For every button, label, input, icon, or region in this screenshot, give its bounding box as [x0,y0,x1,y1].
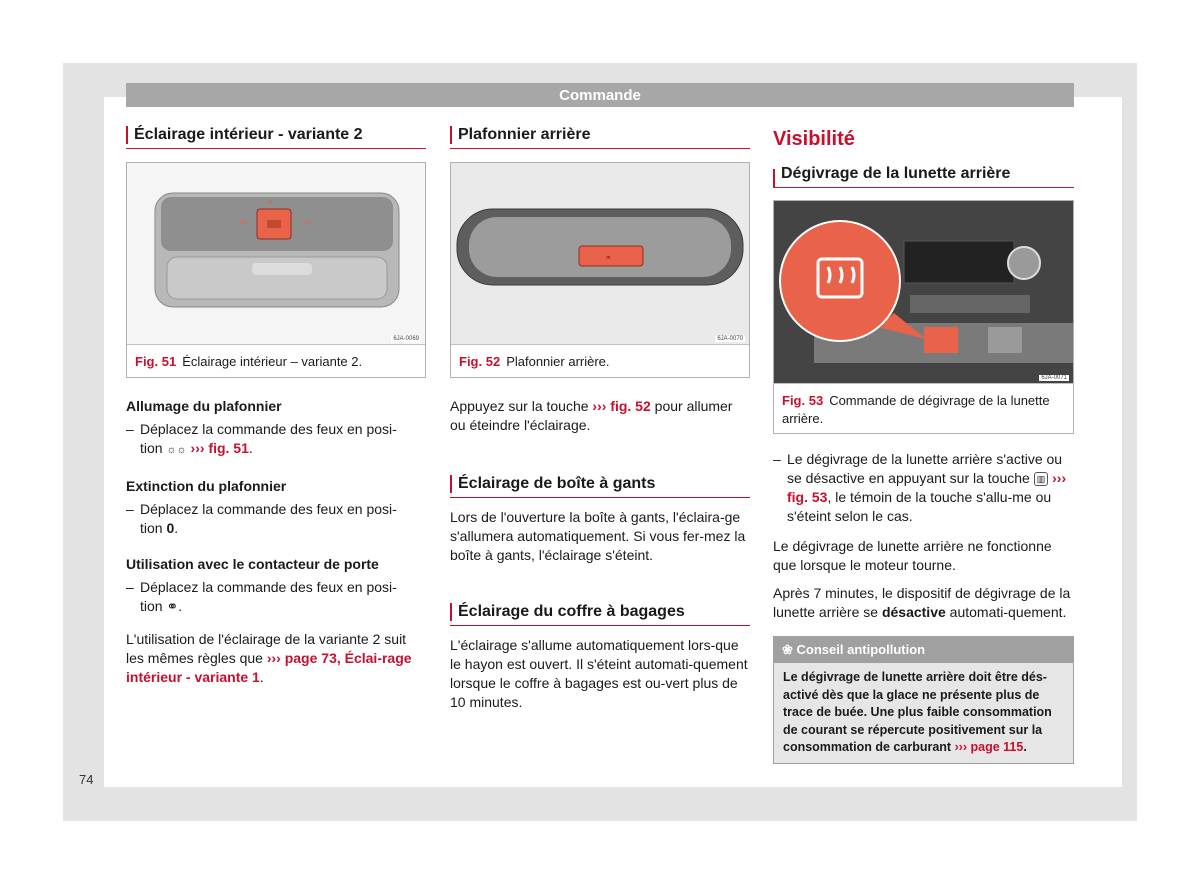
svg-text:0: 0 [305,218,310,227]
figure-caption [774,384,1073,433]
glove-box-text: Lors de l'ouverture la boîte à gants, l'éclaira-ge s'allumera automatiquement. Si vous fer-mez la boîte à gants, l'éclairage s'éteint. [450,508,746,563]
caption-text: Commande de dégivrage de la lunette arrière. [782,393,1050,426]
column-visibility [773,122,1074,764]
instruction-text: Déplacez la commande des feux en posi- [140,578,397,595]
caption-text: Éclairage intérieur – variante 2. [182,354,363,369]
instruction-text: Déplacez la commande des feux en posi- [140,500,397,517]
position-value: 0 [166,519,175,536]
eco-icon: ❀ [782,642,793,658]
instruction-text: Déplacez la commande des feux en posi- [140,420,397,437]
svg-text:✲: ✲ [240,218,247,227]
defrost-control-illustration [774,201,1073,383]
defrost-timer-text: Après 7 minutes, le dispositif de dégivrage de la lunette arrière se désactive automati-quement. [773,585,1071,621]
fig-52-link[interactable]: ››› fig. 52 [592,397,651,414]
figure-caption [127,345,425,377]
section-title: Visibilité [773,128,855,150]
defrost-button-icon: ▥ [1034,472,1049,486]
figure-label: Fig. 51 [135,354,177,369]
figure-code: 6JA-0070 [717,336,743,342]
page-115-link[interactable]: ››› page 115 [954,740,1024,755]
subheading-on: Allumage du plafonnier [126,397,282,414]
fig-51-link[interactable]: ››› fig. 51 [190,439,249,456]
subheading-door-contact: Utilisation avec le contacteur de porte [126,555,379,572]
figure-51-image [127,163,425,345]
instruction-item: – Déplacez la commande des feux en posi- tion ☼☼ ››› fig. 51. [126,420,397,456]
page-73-link[interactable]: ››› page 73, Éclai-rage intérieur - variante 1 [126,649,412,685]
eco-tip-box [773,636,1074,764]
rear-ceiling-light-illustration [451,163,749,344]
figure-code: 6JA-0069 [393,336,419,342]
figure-caption [451,345,749,377]
heading-glove-box: Éclairage de boîte à gants [450,467,750,498]
figure-label: Fig. 53 [782,393,824,408]
subheading-off: Extinction du plafonnier [126,477,287,494]
figure-53-image [774,201,1073,384]
variant-paragraph: L'utilisation de l'éclairage de la variante 2 suit les mêmes règles que ››› page 73, Éclai-rage intérieur - variante 1. [126,630,412,685]
section-header: Commande [126,83,1074,107]
figure-52-image [451,163,749,345]
heading-rear-ceiling-light: Plafonnier arrière [450,118,750,149]
heading-rear-defrost: Dégivrage de la lunette arrière [773,161,1074,188]
ceiling-light-illustration [127,163,425,344]
instruction-item: – Le dégivrage de la lunette arrière s'active ou se désactive en appuyant sur la touche ▥ ››› fig. 53, le témoin de la touche s'allu-me ou s'éteint selon le cas. [773,451,1067,525]
figure-code: 6JA-0071 [1041,375,1067,381]
figure-52 [450,162,750,378]
light-symbol-icon: ☼☼ [166,443,187,456]
figure-51 [126,162,426,378]
defrost-engine-text: Le dégivrage de lunette arrière ne fonctionne que lorsque le moteur tourne. [773,538,1052,574]
trunk-text: L'éclairage s'allume automatiquement lors-que le hayon est ouvert. Il s'éteint automati-quement lorsque le coffre à bagages est ou-vert plus de 10 minutes. [450,636,748,710]
fig-53-link[interactable]: ››› fig. 53 [787,470,1067,506]
heading-trunk: Éclairage du coffre à bagages [450,595,750,626]
instruction-item: – Déplacez la commande des feux en posi- tion 0. [126,500,397,536]
svg-text:⚭: ⚭ [267,198,274,207]
rear-light-paragraph: Appuyez sur la touche ››› fig. 52 pour allumer ou éteindre l'éclairage. [450,397,733,433]
page-number: 74 [79,772,94,787]
column-lighting-variant-2 [126,118,426,687]
heading-interior-lighting: Éclairage intérieur - variante 2 [126,118,426,149]
caption-text: Plafonnier arrière. [506,354,610,369]
eco-tip-body: Le dégivrage de lunette arrière doit être dés-activé dès que la glace ne présente plus de trace de buée. Une plus faible consommation de courant se répercute positivement sur la consommation de carburant ››› page 115. [783,670,1052,755]
door-light-icon: ⚭ [166,597,179,614]
svg-text:⚭: ⚭ [605,253,612,262]
figure-53 [773,200,1074,434]
eco-tip-header [774,637,1073,663]
figure-label: Fig. 52 [459,354,501,369]
column-rear-light [450,118,750,712]
instruction-item: – Déplacez la commande des feux en posi- tion ⚭. [126,578,397,614]
eco-tip-title: Conseil antipollution [796,642,926,658]
